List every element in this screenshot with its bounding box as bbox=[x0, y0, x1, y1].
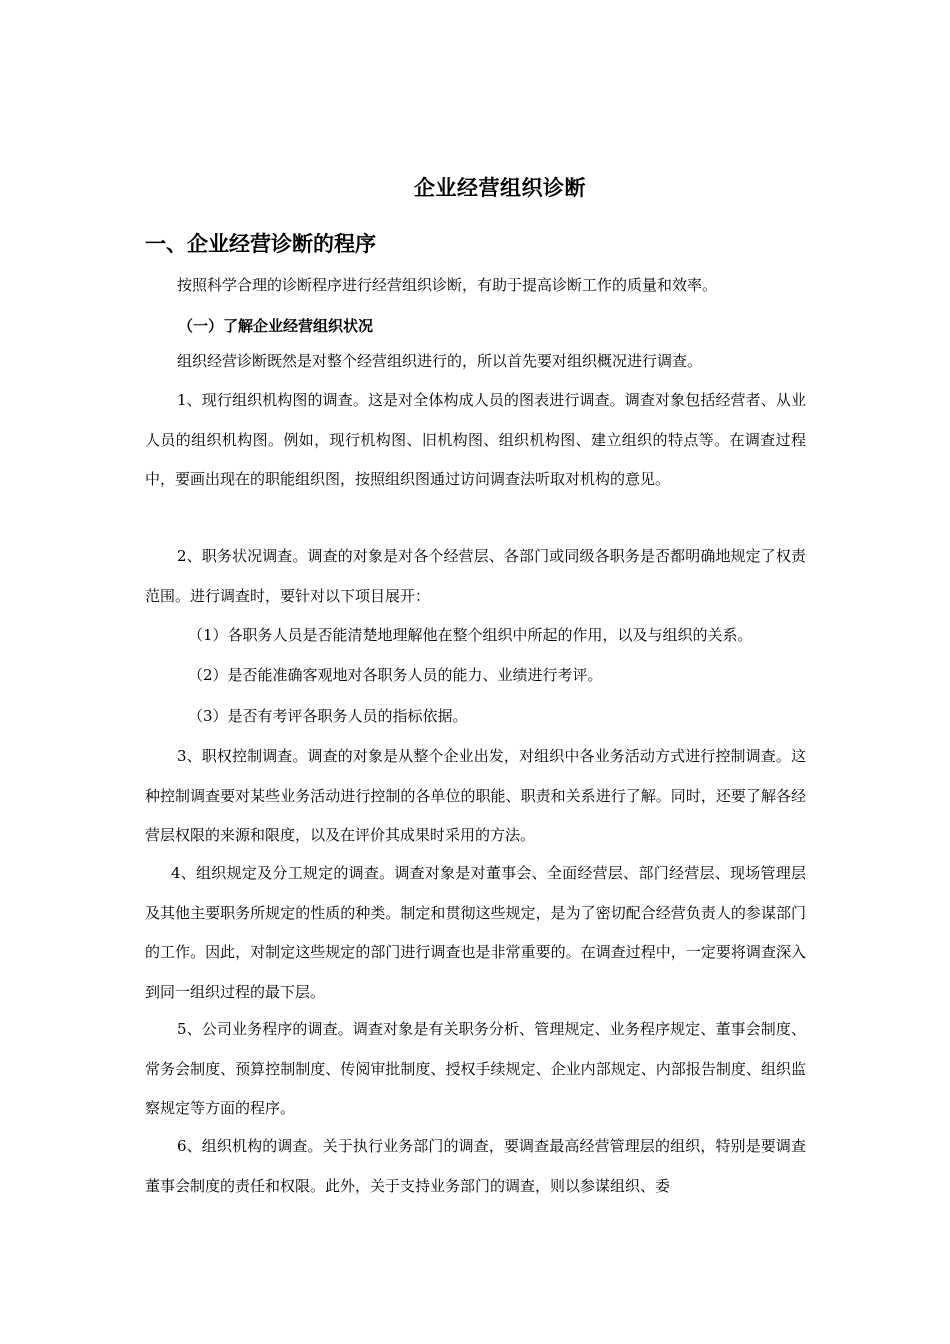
subsection-intro-paragraph: 组织经营诊断既然是对整个经营组织进行的，所以首先要对组织概况进行调查。 bbox=[177, 352, 703, 370]
item-2-sub-1: （1）各职务人员是否能清楚地理解他在整个组织中所起的作用，以及与组织的关系。 bbox=[188, 626, 753, 644]
item-2-paragraph: 2、职务状况调查。调查的对象是对各个经营层、各部门或同级各职务是否都明确地规定了权责范围。进行调查时，要针对以下项目展开： bbox=[145, 547, 806, 605]
item-3-paragraph: 3、职权控制调查。调查的对象是从整个企业出发，对组织中各业务活动方式进行控制调查。这种控制调查要对某些业务活动进行控制的各单位的职能、职责和关系进行了解。同时，还要了解各经营层权限的来源和限度，以及在评价其成果时采用的方法。 bbox=[145, 747, 806, 844]
item-4-paragraph: 4、组织规定及分工规定的调查。调查对象是对董事会、全面经营层、部门经营层、现场管理层及其他主要职务所规定的性质的种类。制定和贯彻这些规定，是为了密切配合经营负责人的参谋部门的工作。因此，对制定这些规定的部门进行调查也是非常重要的。在调查过程中，一定要将调查深入到同一组织过程的最下层。 bbox=[145, 864, 806, 1001]
document-title: 企业经营组织诊断 bbox=[414, 176, 586, 200]
section-heading: 一、企业经营诊断的程序 bbox=[145, 232, 376, 256]
item-2-sub-2: （2）是否能准确客观地对各职务人员的能力、业绩进行考评。 bbox=[188, 666, 603, 684]
item-1-paragraph: 1、现行组织机构图的调查。这是对全体构成人员的图表进行调查。调查对象包括经营者、从业人员的组织机构图。例如，现行机构图、旧机构图、组织机构图、建立组织的特点等。在调查过程中，要画出现在的职能组织图，按照组织图通过访问调查法听取对机构的意见。 bbox=[145, 391, 806, 488]
item-2-sub-3: （3）是否有考评各职务人员的指标依据。 bbox=[188, 707, 468, 725]
subsection-heading: （一）了解企业经营组织状况 bbox=[178, 317, 374, 335]
item-5-paragraph: 5、公司业务程序的调查。调查对象是有关职务分析、管理规定、业务程序规定、董事会制度、常务会制度、预算控制制度、传阅审批制度、授权手续规定、企业内部规定、内部报告制度、组织监察规定等方面的程序。 bbox=[145, 1020, 806, 1117]
intro-paragraph: 按照科学合理的诊断程序进行经营组织诊断，有助于提高诊断工作的质量和效率。 bbox=[177, 276, 718, 294]
item-6-paragraph: 6、组织机构的调查。关于执行业务部门的调查，要调查最高经营管理层的组织，特别是要调查董事会制度的责任和权限。此外，关于支持业务部门的调查，则以参谋组织、委 bbox=[145, 1137, 806, 1195]
